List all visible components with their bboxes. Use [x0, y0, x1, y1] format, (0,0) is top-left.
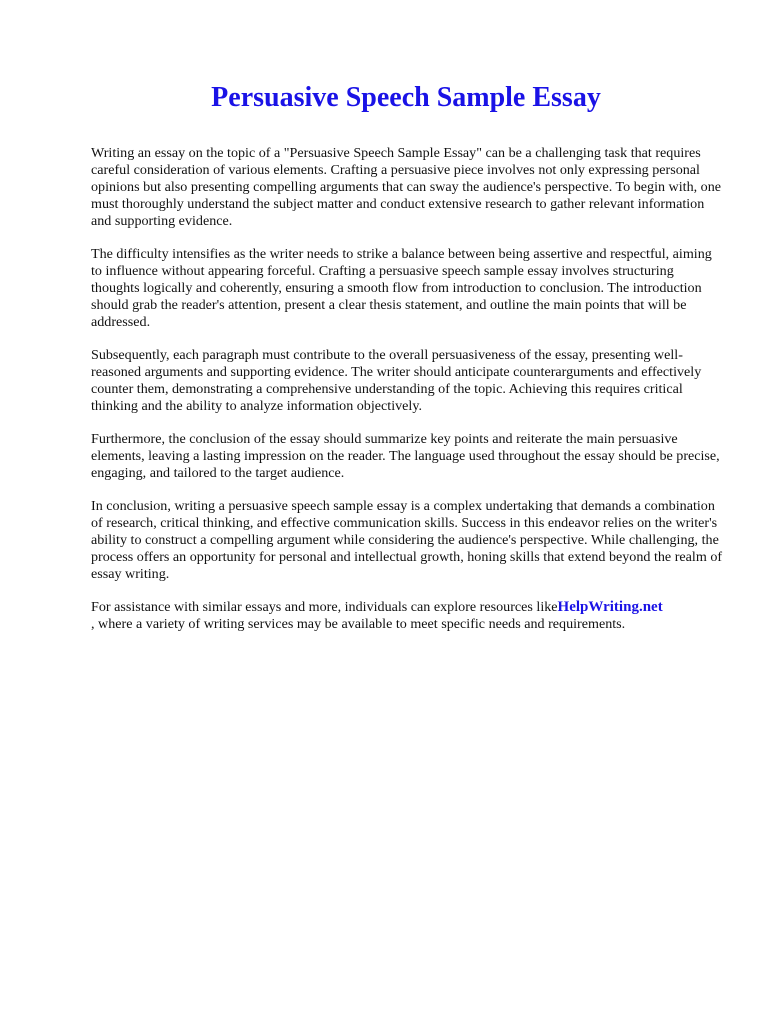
paragraph-closing — [91, 599, 723, 633]
closing-text-before-link: For assistance with similar essays and more, individuals can explore resources like — [91, 599, 558, 615]
paragraph-difficulty: The difficulty intensifies as the writer needs to strike a balance between being assertive and respectful, aiming to influence without appearing forceful. Crafting a persuasive speech sample essay involves structuring thoughts logically and coherently, ensuring a smooth flow from introduction to conclusion. The introduction should grab the reader's attention, present a clear thesis statement, and outline the main points that will be addressed. — [91, 246, 712, 330]
document-body — [91, 145, 723, 649]
closing-text-after-link: , where a variety of writing services may be available to meet specific needs and requirements. — [91, 616, 626, 632]
paragraph-conclusion-guidance: Furthermore, the conclusion of the essay should summarize key points and reiterate the main persuasive elements, leaving a lasting impression on the reader. The language used throughout the essay should be precise, engaging, and tailored to the target audience. — [91, 431, 720, 481]
paragraph-structure: Subsequently, each paragraph must contribute to the overall persuasiveness of the essay, presenting well-reasoned arguments and supporting evidence. The writer should anticipate counterarguments and effectively counter them, demonstrating a comprehensive understanding of the topic. Achieving this requires critical thinking and the ability to analyze information objectively. — [91, 347, 702, 414]
document-title: Persuasive Speech Sample Essay — [211, 82, 601, 113]
helpwriting-link[interactable]: HelpWriting.net — [557, 599, 663, 615]
paragraph-summary: In conclusion, writing a persuasive speech sample essay is a complex undertaking that demands a combination of research, critical thinking, and effective communication skills. Success in this endeavor relies on the writer's ability to construct a compelling argument while considering the audience's perspective. While challenging, the process offers an opportunity for personal and intellectual growth, honing skills that extend beyond the realm of essay writing. — [91, 498, 723, 582]
paragraph-intro: Writing an essay on the topic of a "Persuasive Speech Sample Essay" can be a challenging task that requires careful consideration of various elements. Crafting a persuasive piece involves not only expressing personal opinions but also presenting compelling arguments that can sway the audience's perspective. To begin with, one must thoroughly understand the subject matter and conduct extensive research to gather relevant information and supporting evidence. — [91, 145, 722, 229]
